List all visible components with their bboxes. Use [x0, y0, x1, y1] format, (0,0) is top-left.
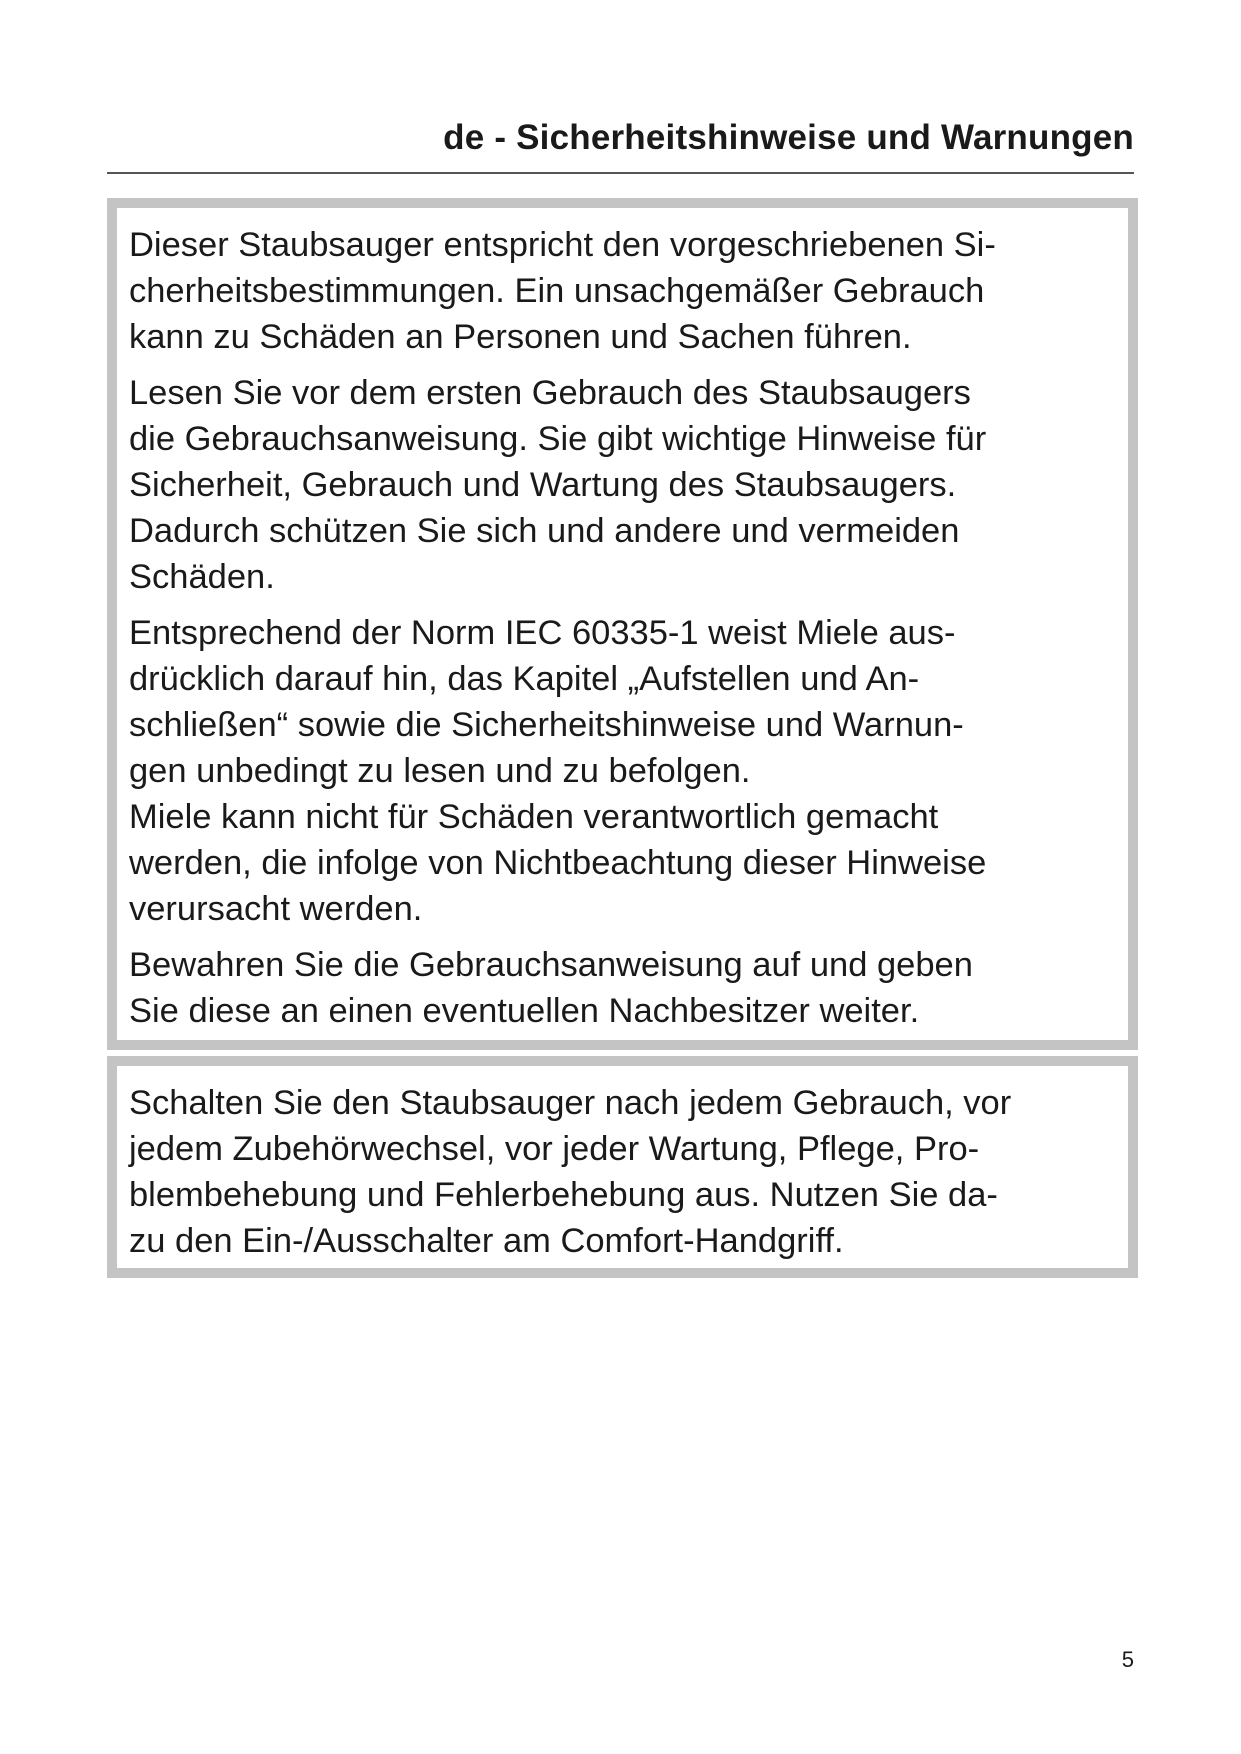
intro-paragraph: Dieser Staubsauger entspricht den vorgeschriebenen Si- cherheitsbestimmungen. Ein unsachgemäßer Gebrauch kann zu Schäden an Personen und Sachen führen.	[129, 226, 996, 356]
norm-paragraph: Entsprechend der Norm IEC 60335-1 weist Miele aus- drücklich darauf hin, das Kapitel „Aufstellen und An- schließen“ sowie die Sicherheitshinweise und Warnun- gen unbedingt zu lesen und zu befolgen.	[129, 614, 964, 790]
read-instructions-paragraph: Lesen Sie vor dem ersten Gebrauch des Staubsaugers die Gebrauchsanweisung. Sie gibt wichtige Hinweise für Sicherheit, Gebrauch und Wartung des Staubsaugers. Dadurch schützen Sie sich und andere und vermeiden Schäden.	[129, 374, 987, 596]
page-title: de - Sicherheitshinweise und Warnungen	[443, 118, 1134, 157]
page-number: 5	[1121, 1647, 1134, 1672]
liability-paragraph: Miele kann nicht für Schäden verantwortlich gemacht werden, die infolge von Nichtbeachtung dieser Hinweise verursacht werden.	[129, 798, 987, 928]
switch-off-paragraph: Schalten Sie den Staubsauger nach jedem Gebrauch, vor jedem Zubehörwechsel, vor jeder Wartung, Pflege, Pro- blembehebung und Fehlerbehebung aus. Nutzen Sie da- zu den Ein-/Ausschalter am Comfort-Handgriff.	[129, 1084, 1012, 1260]
switch-off-notice-box	[107, 1056, 1138, 1278]
header-divider	[107, 172, 1134, 174]
safety-notice-box	[107, 198, 1138, 1050]
keep-instructions-paragraph: Bewahren Sie die Gebrauchsanweisung auf und geben Sie diese an einen eventuellen Nachbesitzer weiter.	[129, 946, 973, 1030]
